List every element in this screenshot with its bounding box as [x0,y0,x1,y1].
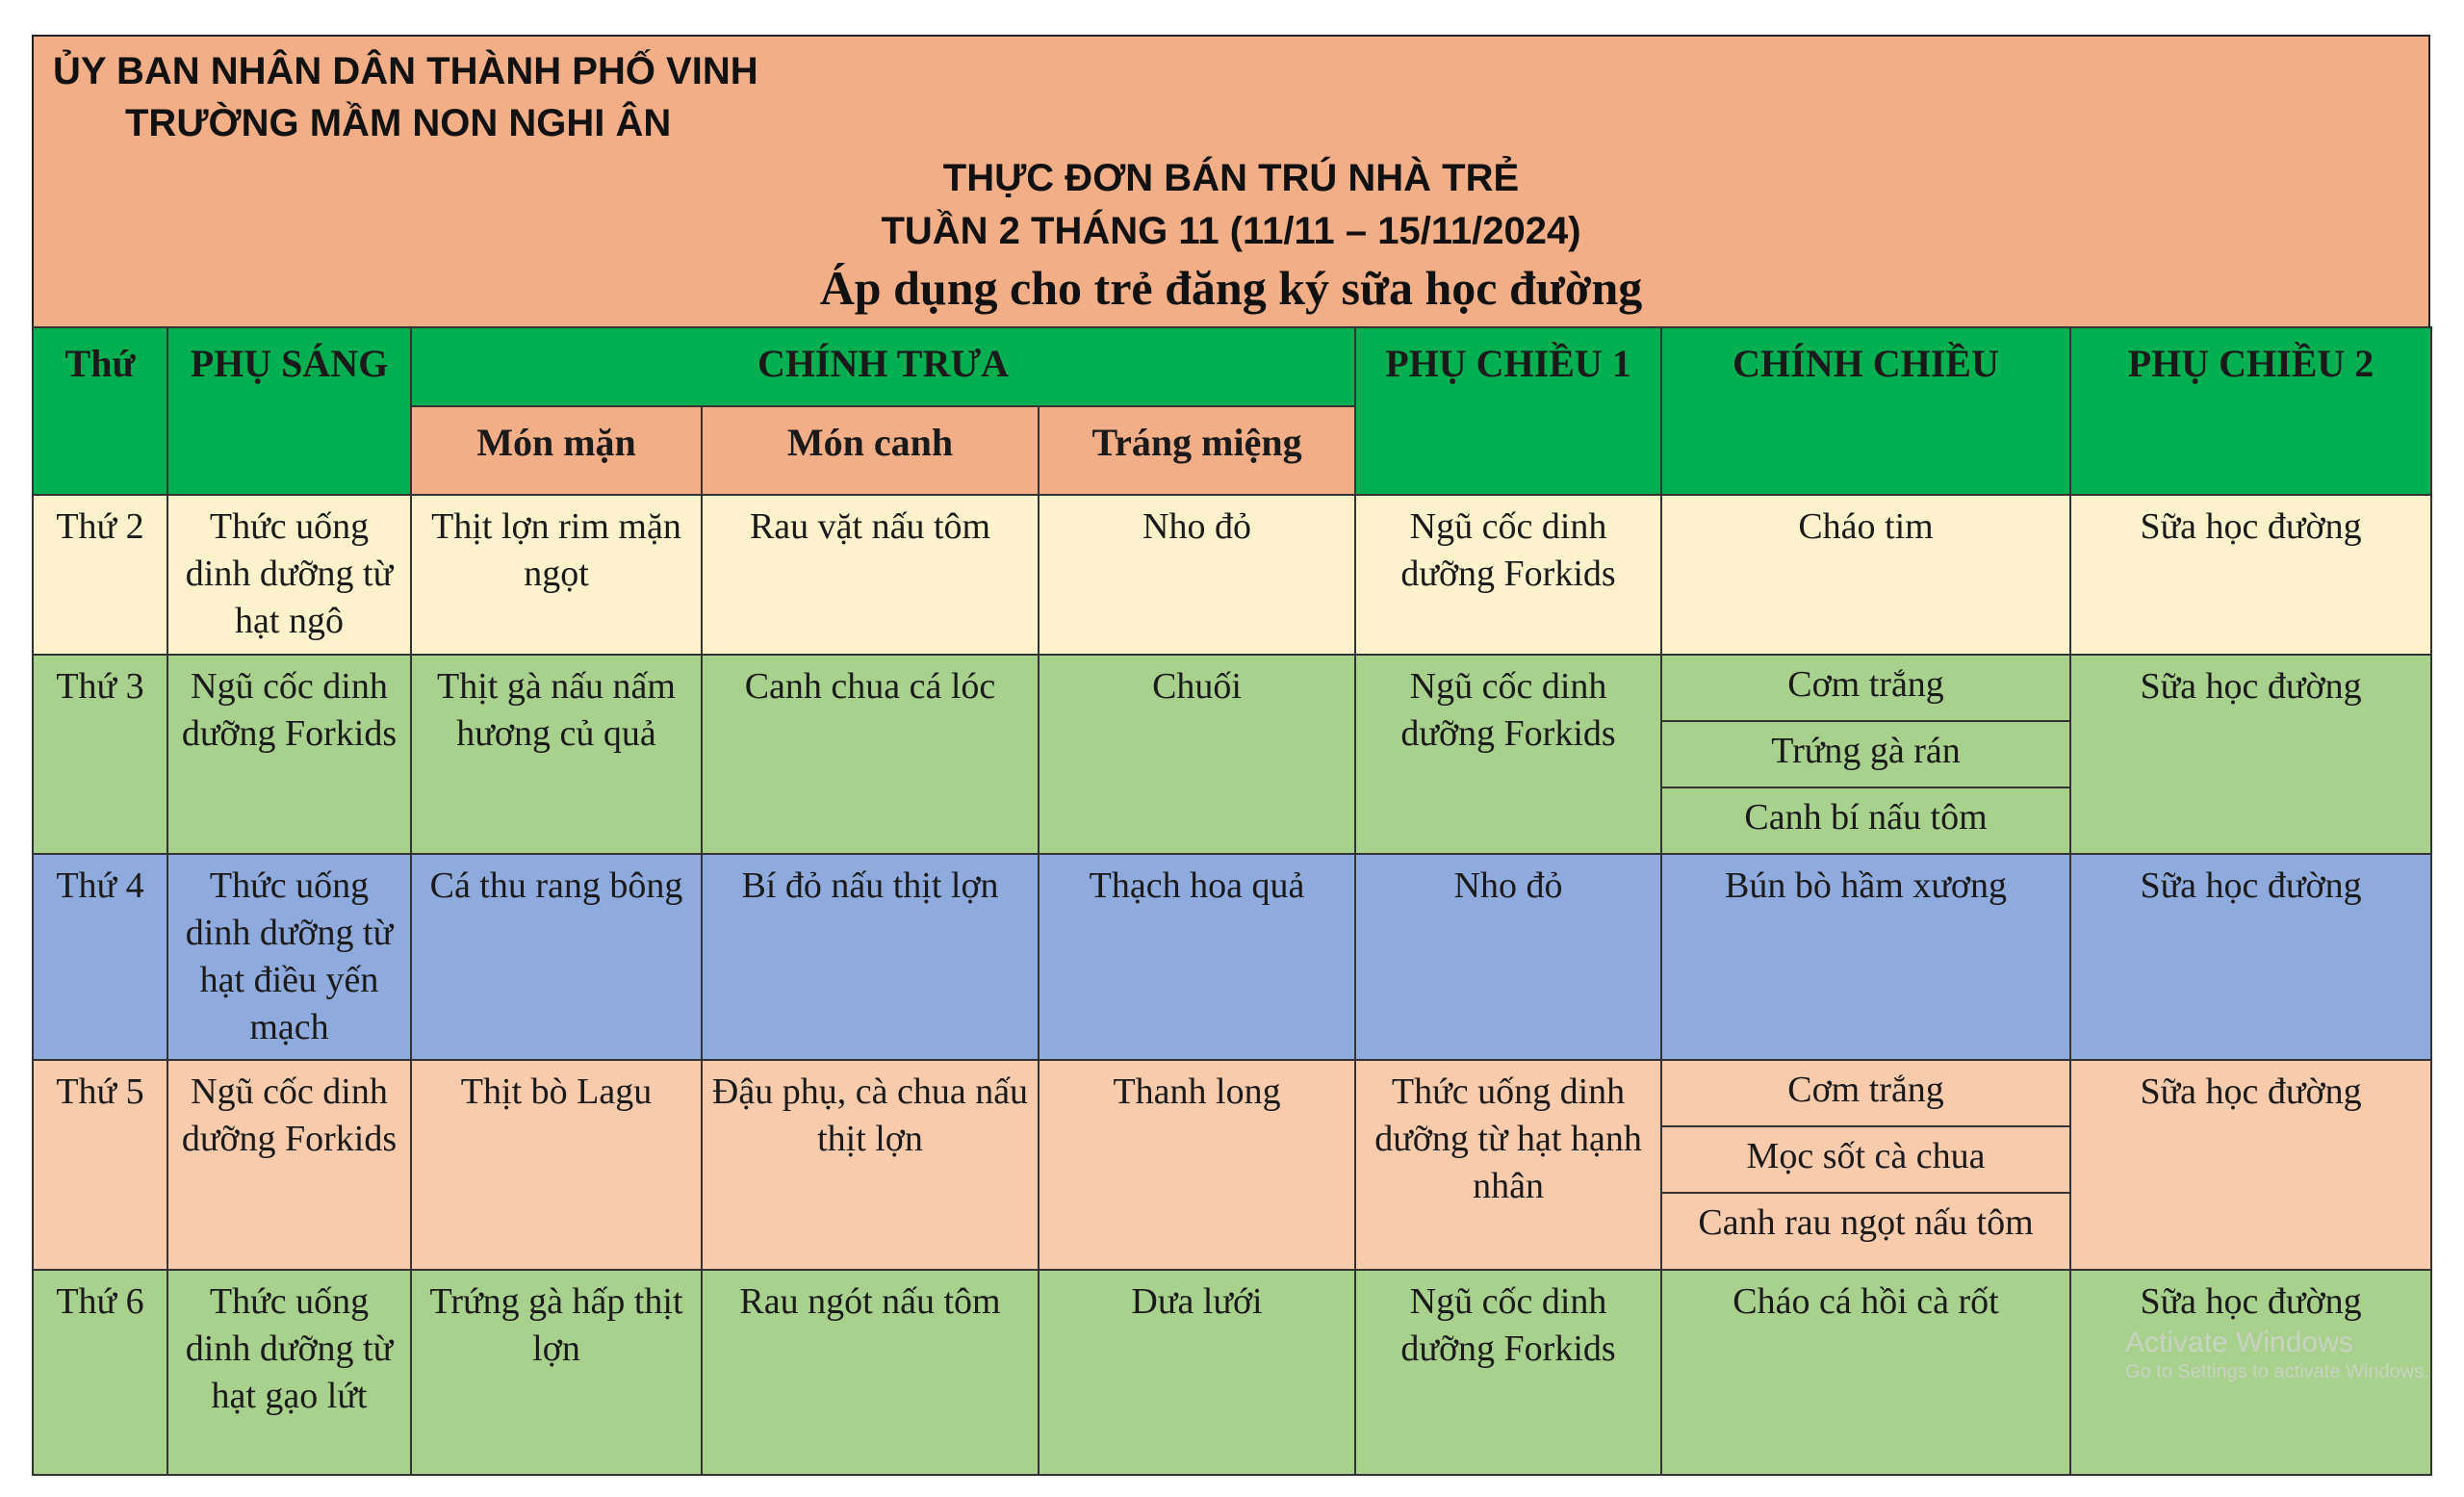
table-row-thu-2 [33,495,2431,655]
school-name: TRƯỜNG MẦM NON NGHI ÂN [125,102,672,144]
phu-sang-cell: Thức uống dinh dưỡng từ hạt ngô [167,495,411,655]
phu-sang-cell: Ngũ cốc dinh dưỡng Forkids [167,1060,411,1270]
column-header-chinh-trua: CHÍNH TRƯA [411,327,1355,406]
trang-mieng-cell: Thanh long [1039,1060,1355,1270]
mon-man-cell: Cá thu rang bông [411,854,702,1060]
column-header-phu-chieu-2: PHỤ CHIỀU 2 [2070,327,2431,495]
table-row-thu-3 [33,655,2431,854]
activate-windows-watermark: Activate Windows [2125,1327,2353,1358]
chinh-chieu-cell: Cháo cá hồi cà rốt [1661,1270,2070,1475]
mon-canh-cell: Rau ngót nấu tôm [702,1270,1039,1475]
phu-sang-cell: Thức uống dinh dưỡng từ hạt gạo lứt [167,1270,411,1475]
chinh-chieu-dish: Canh rau ngọt nấu tôm [1698,1202,2034,1243]
chinh-chieu-cell: Bún bò hầm xương [1661,854,2070,1060]
day-cell: Thứ 4 [33,854,167,1060]
trang-mieng-cell: Nho đỏ [1039,495,1355,655]
menu-table [32,326,2432,1476]
chinh-chieu-cell [1661,655,2070,854]
menu-sheet [32,35,2430,1479]
chinh-chieu-cell: Cháo tim [1661,495,2070,655]
phu-chieu-2-cell: Sữa học đường [2070,495,2431,655]
menu-header [32,35,2430,328]
phu-chieu-2-cell: Sữa học đường [2070,655,2431,854]
column-header-phu-sang: PHỤ SÁNG [167,327,411,495]
phu-chieu-1-cell: Thức uống dinh dưỡng từ hạt hạnh nhân [1355,1060,1661,1270]
chinh-chieu-dish: Canh bí nấu tôm [1744,797,1988,838]
trang-mieng-cell: Chuối [1039,655,1355,854]
mon-man-cell: Thịt lợn rim mặn ngọt [411,495,702,655]
chinh-chieu-dish: Cơm trắng [1662,656,2069,721]
mon-canh-cell: Rau vặt nấu tôm [702,495,1039,655]
menu-title: THỰC ĐƠN BÁN TRÚ NHÀ TRẺ [942,157,1520,199]
phu-chieu-1-cell: Ngũ cốc dinh dưỡng Forkids [1355,655,1661,854]
day-cell: Thứ 3 [33,655,167,854]
day-cell: Thứ 2 [33,495,167,655]
chinh-chieu-dish: Trứng gà rán [1662,721,2069,787]
column-header-trang-mieng: Tráng miệng [1039,406,1355,495]
mon-canh-cell: Đậu phụ, cà chua nấu thịt lợn [702,1060,1039,1270]
column-header-chinh-chieu: CHÍNH CHIỀU [1661,327,2070,495]
chinh-chieu-dish-list [1662,1061,2069,1258]
menu-applies-to: Áp dụng cho trẻ đăng ký sữa học đường [819,261,1643,315]
menu-week: TUẦN 2 THÁNG 11 (11/11 – 15/11/2024) [881,210,1581,252]
phu-chieu-2-cell: Sữa học đường [2070,1060,2431,1270]
mon-canh-cell: Bí đỏ nấu thịt lợn [702,854,1039,1060]
column-header-mon-canh: Món canh [702,406,1039,495]
mon-man-cell: Thịt bò Lagu [411,1060,702,1270]
phu-chieu-1-cell: Ngũ cốc dinh dưỡng Forkids [1355,1270,1661,1475]
phu-sang-cell: Thức uống dinh dưỡng từ hạt điều yến mạch [167,854,411,1060]
day-cell: Thứ 6 [33,1270,167,1475]
day-cell: Thứ 5 [33,1060,167,1270]
column-header-mon-man: Món mặn [411,406,702,495]
phu-chieu-2-cell: Sữa học đường [2070,1270,2431,1475]
phu-chieu-1-cell: Nho đỏ [1355,854,1661,1060]
trang-mieng-cell: Thạch hoa quả [1039,854,1355,1060]
column-header-phu-chieu-1: PHỤ CHIỀU 1 [1355,327,1661,495]
chinh-chieu-dish: Mọc sốt cà chua [1662,1126,2069,1193]
table-row-thu-5 [33,1060,2431,1270]
mon-man-cell: Thịt gà nấu nấm hương củ quả [411,655,702,854]
chinh-chieu-dish: Cơm trắng [1662,1061,2069,1126]
table-row-thu-4 [33,854,2431,1060]
activate-windows-hint: Go to Settings to activate Windows. [2125,1361,2429,1382]
chinh-chieu-dish-list [1662,656,2069,853]
phu-chieu-1-cell: Ngũ cốc dinh dưỡng Forkids [1355,495,1661,655]
column-header-day: Thứ [33,327,167,495]
phu-sang-cell: Ngũ cốc dinh dưỡng Forkids [167,655,411,854]
table-row-thu-6 [33,1270,2431,1475]
phu-chieu-2-cell: Sữa học đường [2070,854,2431,1060]
mon-canh-cell: Canh chua cá lóc [702,655,1039,854]
mon-man-cell: Trứng gà hấp thịt lợn [411,1270,702,1475]
org-name: ỦY BAN NHÂN DÂN THÀNH PHỐ VINH [53,50,758,92]
trang-mieng-cell: Dưa lưới [1039,1270,1355,1475]
chinh-chieu-cell [1661,1060,2070,1270]
